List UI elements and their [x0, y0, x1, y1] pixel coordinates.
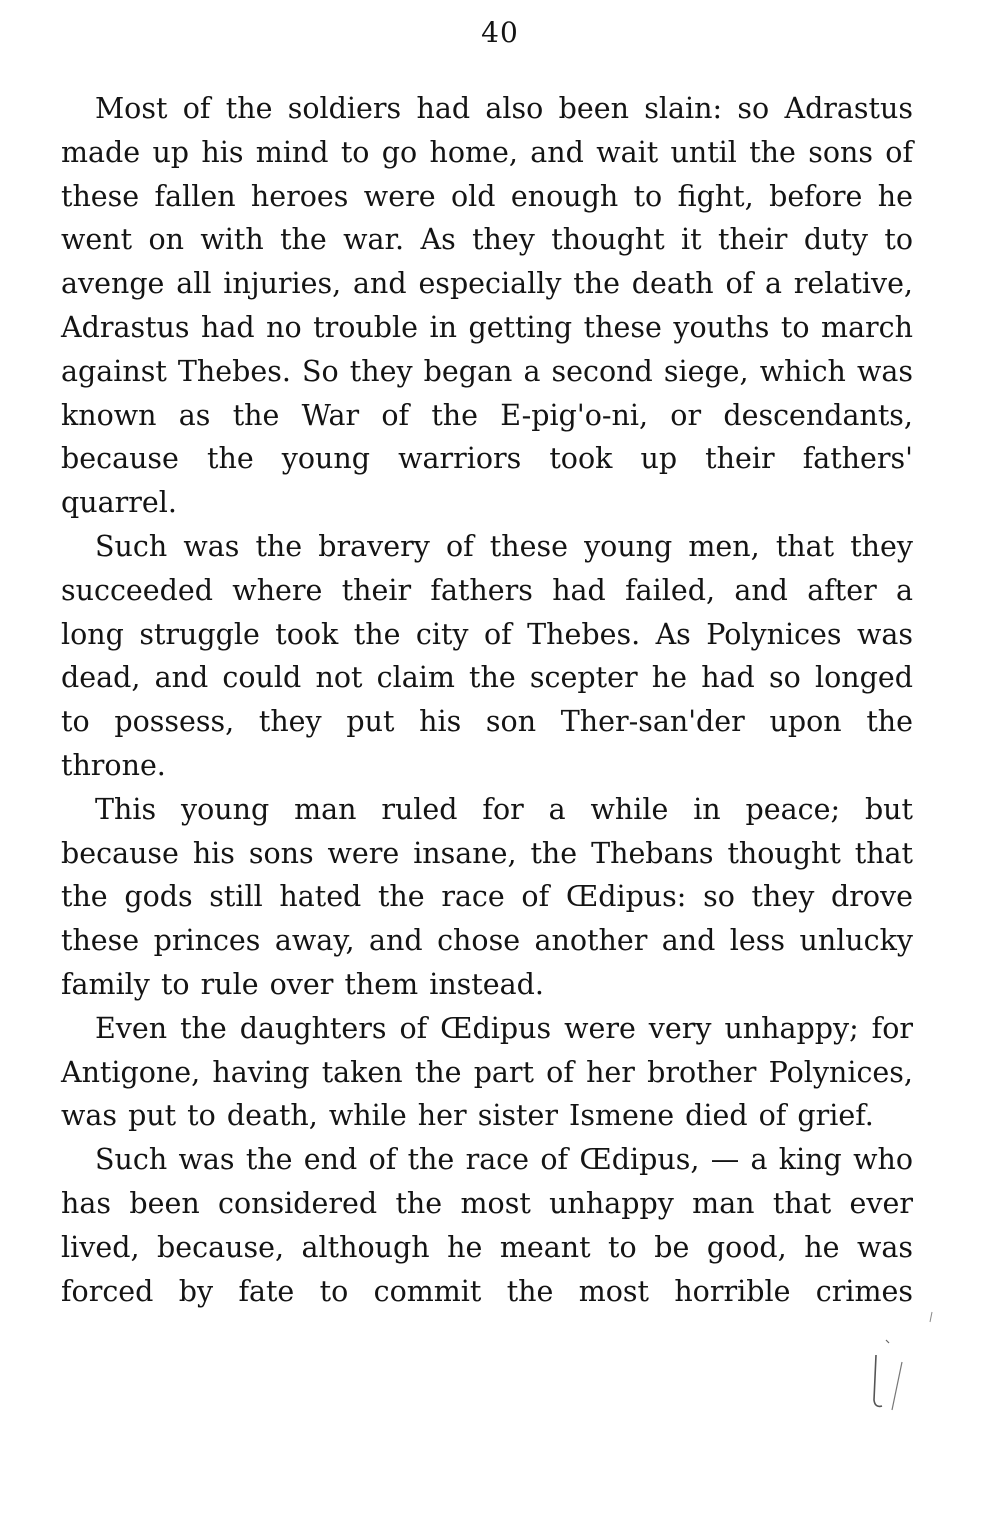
paragraph-2: Such was the bravery of these young men, that they succeeded where their fathers had failed, and after a long struggle took the city of Thebes. As Polynices was dead, and could not claim the scepter he had so longed to possess, they put his son Ther-san'der upon the throne. [61, 529, 913, 782]
body-text [61, 87, 913, 1313]
paragraph-5: Such was the end of the race of Œdipus, — a king who has been considered the most unhappy man that ever lived, because, although he meant to be good, he was forced by fate to commit the most horrible crimes [61, 1143, 913, 1308]
paragraph-1: Most of the soldiers had also been slain: so Adrastus made up his mind to go home, and wait until the sons of these fallen heroes were old enough to fight, before he went on with the war. As they thought it their duty to avenge all injuries, and especially the death of a relative, Adrastus had no trouble in getting these youths to march against Thebes. So they began a second siege, which was known as the War of the E-pig'o-ni, or descendants, because the young warriors took up their fathers' quarrel. [61, 92, 913, 520]
page-number: 40 [481, 16, 519, 49]
paragraph-4: Even the daughters of Œdipus were very unhappy; for Antigone, having taken the part of her brother Polynices, was put to death, while her sister Ismene died of grief. [61, 1011, 913, 1133]
paragraph-3: This young man ruled for a while in peace; but because his sons were insane, the Thebans thought that the gods still hated the race of Œdipus: so they drove these princes away, and chose another and less unlucky family to rule over them instead. [61, 792, 913, 1001]
pencil-mark [858, 1310, 938, 1420]
